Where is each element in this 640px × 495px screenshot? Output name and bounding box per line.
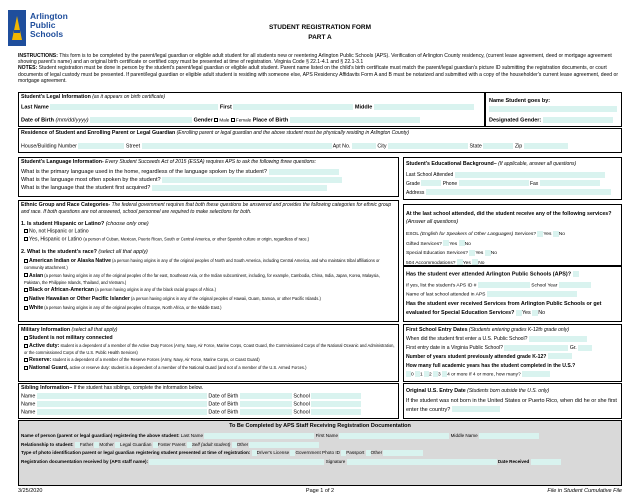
services-question: At the last school attended, did the student receive any of the following services? bbox=[406, 211, 612, 217]
state-input[interactable] bbox=[483, 143, 513, 149]
footer-page: Page 1 of 2 bbox=[305, 488, 335, 494]
registrant-last-name[interactable] bbox=[204, 433, 314, 439]
years-count-input[interactable] bbox=[522, 371, 550, 377]
sibling-1-name[interactable] bbox=[37, 393, 207, 399]
va-grade-input[interactable] bbox=[578, 345, 592, 351]
military-title: Military Information bbox=[21, 327, 71, 333]
registrant-first-name[interactable] bbox=[339, 433, 449, 439]
entry-title: First School Entry Dates bbox=[406, 327, 468, 333]
footer-note: File in Student Cumulative File bbox=[547, 488, 622, 494]
reserve-checkbox[interactable] bbox=[24, 358, 28, 362]
race-native-checkbox[interactable] bbox=[24, 259, 28, 263]
aps-yes-box[interactable] bbox=[573, 271, 579, 277]
language-title: Student's Language Information- bbox=[21, 159, 104, 165]
rel-other-input[interactable] bbox=[249, 442, 319, 448]
sibling-3-dob[interactable] bbox=[240, 409, 292, 415]
va-entry-input[interactable] bbox=[504, 345, 568, 351]
siblings-title: Sibling Information– bbox=[21, 385, 73, 391]
first-name-input[interactable] bbox=[233, 104, 353, 110]
legal-info-title: Student's Legal Information bbox=[21, 94, 91, 100]
aps-id-input[interactable] bbox=[478, 282, 530, 288]
sibling-2-school[interactable] bbox=[311, 401, 361, 407]
staff-name-input[interactable] bbox=[149, 459, 324, 465]
years-attended-input[interactable] bbox=[548, 353, 572, 359]
not-military-checkbox[interactable] bbox=[24, 336, 28, 340]
spoken-language-input[interactable] bbox=[162, 177, 342, 183]
school-year-input[interactable] bbox=[559, 282, 591, 288]
goes-by-input[interactable] bbox=[489, 106, 617, 112]
zip-input[interactable] bbox=[524, 143, 568, 149]
apt-input[interactable] bbox=[352, 143, 376, 149]
address-input[interactable] bbox=[426, 189, 611, 195]
logo-text-3: Schools bbox=[30, 28, 64, 39]
us-entry-input[interactable] bbox=[529, 336, 587, 342]
original-entry-input[interactable] bbox=[452, 406, 500, 412]
original-entry-title: Original U.S. Entry Date bbox=[406, 388, 466, 394]
designated-gender-input[interactable] bbox=[543, 117, 613, 123]
date-received-input[interactable] bbox=[531, 459, 561, 465]
logo-text-2: Public bbox=[30, 19, 56, 30]
street-input[interactable] bbox=[142, 143, 332, 149]
dob-input[interactable] bbox=[90, 117, 192, 123]
race-white-checkbox[interactable] bbox=[24, 306, 28, 310]
footer-date: 3/25/2020 bbox=[18, 488, 43, 494]
logo-text-1: Arlington bbox=[30, 11, 68, 21]
race-black-checkbox[interactable] bbox=[24, 288, 28, 292]
sibling-2-name[interactable] bbox=[37, 401, 207, 407]
goes-by-label: Name Student goes by: bbox=[489, 98, 551, 104]
staff-signature-input[interactable] bbox=[347, 459, 497, 465]
place-of-birth-input[interactable] bbox=[290, 117, 420, 123]
grade-input[interactable] bbox=[421, 180, 441, 186]
hispanic-checkbox[interactable] bbox=[24, 237, 28, 241]
female-checkbox[interactable] bbox=[231, 118, 235, 122]
background-title: Student's Educational Background– bbox=[406, 161, 497, 167]
city-input[interactable] bbox=[388, 143, 468, 149]
page-subtitle: PART A bbox=[308, 34, 332, 42]
sibling-1-dob[interactable] bbox=[240, 393, 292, 399]
page-title: STUDENT REGISTRATION FORM bbox=[268, 24, 372, 31]
sibling-1-school[interactable] bbox=[311, 393, 361, 399]
middle-name-input[interactable] bbox=[374, 104, 474, 110]
last-school-input[interactable] bbox=[455, 172, 605, 178]
home-language-input[interactable] bbox=[269, 169, 339, 175]
active-duty-checkbox[interactable] bbox=[24, 344, 28, 348]
residence-title: Residence of Student and Enrolling Parent or Legal Guardian bbox=[21, 130, 176, 136]
registrant-middle-name[interactable] bbox=[479, 433, 539, 439]
last-name-input[interactable] bbox=[50, 104, 218, 110]
last-aps-school-input[interactable] bbox=[487, 291, 577, 297]
not-hispanic-checkbox[interactable] bbox=[24, 229, 28, 233]
sibling-2-dob[interactable] bbox=[240, 401, 292, 407]
house-number-input[interactable] bbox=[78, 143, 124, 149]
race-asian-checkbox[interactable] bbox=[24, 273, 28, 277]
instructions: INSTRUCTIONS: This form is to be completed by the parent/legal guardian or eligible adult student for all students new or reentering Arlington Public Schools (APS). Verification of Arlington County residency, (current lease agreement, deed or mortgage agreement showing parent's name) and an original birth certificate or certified copy must be presented at time of registration. Virginia Code § 22.1-4.1 and § 22.1-3.1 NOTES: Student registration must be done in person by the student's parent/legal guardian or eligible adult student. Parent name listed on the child's birth certificate must match the parent/legal guardian's picture ID submitting the registration documents, or court documents of legal custody must be presented. If parent/legal guardian or eligible adult student is residing with someone else, APS Residency Affidavits Form A and B must be notarized and submitted with a copy of the householder's current lease agreement, deed or mortgage agreement. bbox=[18, 53, 619, 84]
staff-title: To Be Completed by APS Staff Receiving Registration Documentation bbox=[229, 423, 411, 429]
sibling-3-name[interactable] bbox=[37, 409, 207, 415]
ethnic-title: Ethnic Group and Race Categories- bbox=[21, 202, 111, 208]
male-checkbox[interactable] bbox=[214, 118, 218, 122]
first-language-input[interactable] bbox=[152, 185, 327, 191]
id-other-input[interactable] bbox=[383, 450, 423, 456]
fax-input[interactable] bbox=[540, 180, 600, 186]
phone-input[interactable] bbox=[459, 180, 529, 186]
race-pacific-checkbox[interactable] bbox=[24, 297, 28, 301]
sibling-3-school[interactable] bbox=[311, 409, 361, 415]
national-guard-checkbox[interactable] bbox=[24, 366, 28, 370]
